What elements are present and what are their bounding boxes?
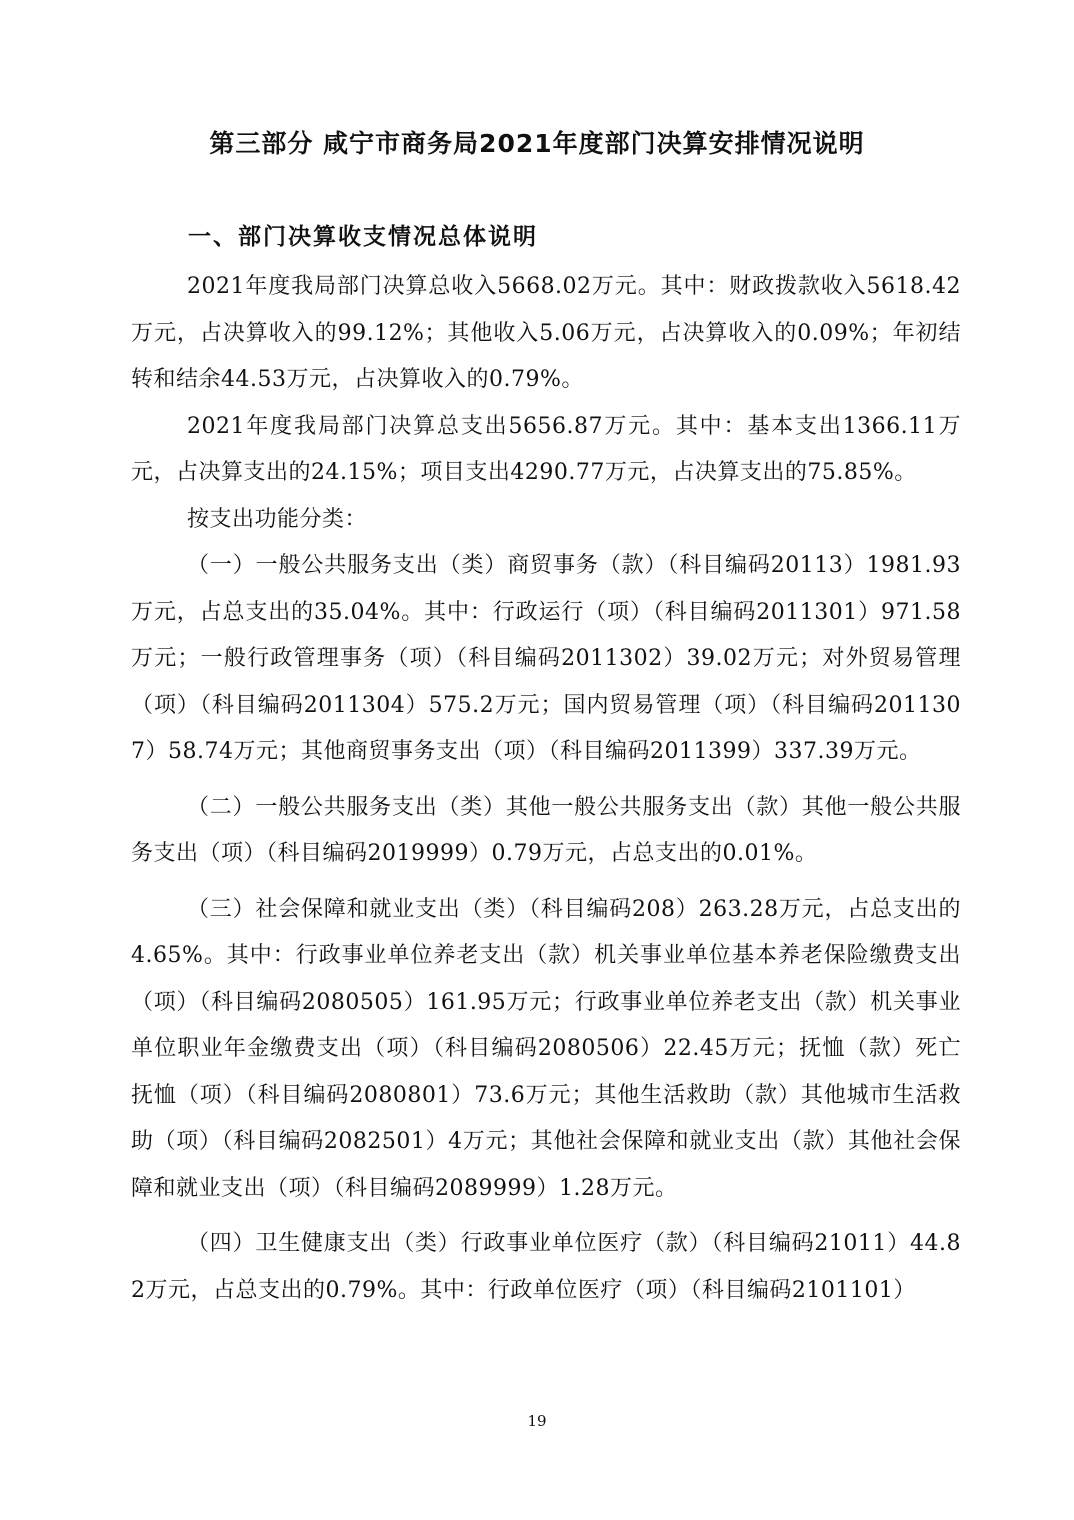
paragraph-item-2: （二）一般公共服务支出（类）其他一般公共服务支出（款）其他一般公共服务支出（项）（科目编码2019999）0.79万元，占总支出的0.01%。 [131, 794, 961, 866]
section-heading: 一、部门决算收支情况总体说明 [188, 224, 538, 250]
paragraph-item-3: （三）社会保障和就业支出（类）（科目编码208）263.28万元，占总支出的4.65%。其中：行政事业单位养老支出（款）机关事业单位基本养老保险缴费支出（项）（科目编码2080505）161.95万元；行政事业单位养老支出（款）机关事业单位职业年金缴费支出（项）（科目编码2080506）22.45万元；抚恤（款）死亡抚恤（项）（科目编码2080801）73.6万元；其他生活救助（款）其他城市生活救助（项）（科目编码2082501）4万元；其他社会保障和就业支出（款）其他社会保障和就业支出（项）（科目编码2089999）1.28万元。 [131, 896, 961, 1201]
page-number: 19 [527, 1412, 547, 1430]
paragraph-item-4: （四）卫生健康支出（类）行政事业单位医疗（款）（科目编码21011）44.82万元，占总支出的0.79%。其中：行政单位医疗（项）（科目编码2101101） [131, 1231, 961, 1303]
paragraph-income-summary: 2021年度我局部门决算总收入5668.02万元。其中：财政拨款收入5618.42万元，占决算收入的99.12%；其他收入5.06万元，占决算收入的0.09%；年初结转和结余44.53万元，占决算收入的0.79%。 [131, 274, 961, 392]
paragraph-expense-summary: 2021年度我局部门决算总支出5656.87万元。其中：基本支出1366.11万元，占决算支出的24.15%；项目支出4290.77万元，占决算支出的75.85%。 [131, 413, 961, 485]
paragraph-item-1: （一）一般公共服务支出（类）商贸事务（款）（科目编码20113）1981.93万元，占总支出的35.04%。其中：行政运行（项）（科目编码2011301）971.58万元；一般行政管理事务（项）（科目编码2011302）39.02万元；对外贸易管理（项）（科目编码2011304）575.2万元；国内贸易管理（项）（科目编码2011307）58.74万元；其他商贸事务支出（项）（科目编码2011399）337.39万元。 [131, 553, 961, 764]
document-title: 第三部分 咸宁市商务局2021年度部门决算安排情况说明 [209, 129, 865, 158]
paragraph-functional-classification: 按支出功能分类： [187, 506, 368, 532]
body-text [131, 264, 961, 1314]
